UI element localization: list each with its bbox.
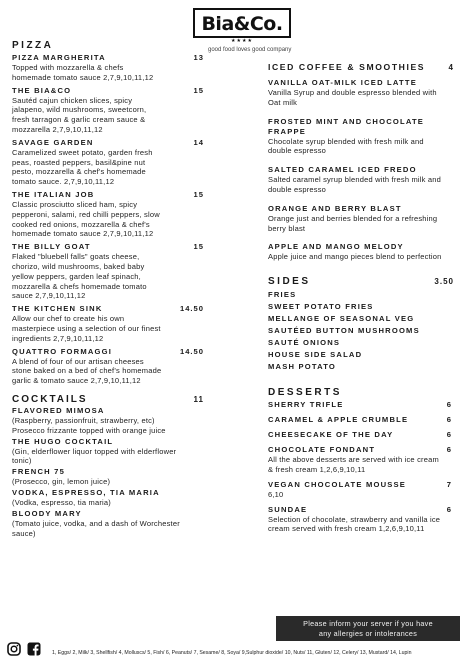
pizza-item-row: [12, 86, 204, 96]
dessert-item: [268, 445, 458, 475]
dessert-item: [268, 430, 458, 440]
pizza-item-row: [12, 242, 204, 252]
sides-heading: [268, 276, 454, 287]
dessert-item-row: [268, 445, 452, 455]
pizza-item-price: 15: [193, 242, 204, 252]
iced-title: ICED COFFEE & SMOOTHIES: [268, 62, 426, 72]
dessert-item-price: 6: [446, 400, 452, 410]
pizza-item-name: SAVAGE GARDEN: [12, 137, 94, 147]
dessert-item-price: 6: [446, 445, 452, 455]
dessert-item-price: 6: [446, 415, 452, 425]
cocktail-item-name: VODKA, ESPRESSO, TIA MARIA: [12, 487, 160, 497]
side-item: SAUTÉED BUTTON MUSHROOMS: [268, 326, 420, 336]
iced-item-name: APPLE AND MANGO MELODY: [268, 242, 404, 252]
pizza-item: [12, 53, 210, 83]
cocktail-item-description: (Tomato juice, vodka, and a dash of Worchester sauce): [12, 518, 180, 538]
pizza-item-description: Classic prosciutto sliced ham, spicy pepperoni, salami, red chilli peppers, slow cooked red onions, mozzarella & chef's homemade tomato sauce 2,7,9,10,11,12: [12, 199, 160, 239]
logo-text: Bia&Co.: [193, 8, 290, 38]
pizza-item-name: PIZZA MARGHERITA: [12, 53, 106, 62]
iced-item-description: Chocolate syrup blended with fresh milk and double espresso: [268, 136, 424, 156]
allergen-key: 1, Eggs/ 2, Milk/ 3, Shellfish/ 4, Molluscs/ 5, Fish/ 6, Peanuts/ 7, Sesame/ 8, Soya/ 9,Sulphur dioxide/ 10, Nuts/ 11, Gluten/ 12, Celery/ 13, Mustard/ 14, Lupin: [52, 650, 412, 656]
iced-item: [268, 117, 458, 157]
pizza-heading: [12, 40, 210, 51]
cocktail-item-description: (Raspberry, passionfruit, strawberry, etc) Prosecco frizzante topped with orange juice: [12, 415, 166, 435]
dessert-item-name: CHOCOLATE FONDANT: [268, 445, 376, 455]
pizza-item-price: 14.50: [179, 346, 204, 356]
iced-item-name: ORANGE AND BERRY BLAST: [268, 203, 402, 213]
pizza-item: [12, 242, 210, 301]
pizza-item-name: THE KITCHEN SINK: [12, 304, 103, 314]
pizza-item-row: [12, 347, 204, 357]
dessert-item-row: [268, 505, 452, 515]
pizza-item-description: Topped with mozzarella & chefs homemade tomato sauce 2,7,9,10,11,12: [12, 63, 154, 82]
dessert-item-description: All the above desserts are served with ice cream & fresh cream 1,2,6,9,10,11: [268, 455, 439, 474]
instagram-icon[interactable]: [7, 642, 21, 656]
cocktail-item-description: (Prosecco, gin, lemon juice): [12, 477, 111, 487]
side-item: MELLANGE OF SEASONAL VEG: [268, 314, 415, 324]
iced-item: [268, 78, 458, 108]
dessert-item-price: 6: [446, 504, 452, 514]
dessert-item-name: CHEESECAKE OF THE DAY: [268, 430, 394, 440]
dessert-item-row: [268, 430, 452, 440]
dessert-item-name: SUNDAE: [268, 504, 308, 514]
dessert-item-name: CARAMEL & APPLE CRUMBLE: [268, 415, 409, 425]
cocktails-price: 11: [193, 394, 204, 404]
pizza-item-price: 14.50: [179, 304, 204, 314]
iced-item-description: Apple juice and mango pieces blend to perfection: [268, 252, 442, 262]
cocktail-item-name: FLAVORED MIMOSA: [12, 405, 105, 415]
pizza-item-price: 13: [193, 53, 204, 62]
social-links: [7, 642, 41, 656]
dessert-item-row: [268, 480, 452, 490]
right-column: [268, 62, 458, 534]
iced-heading: [268, 62, 454, 72]
side-item: FRIES: [268, 290, 297, 300]
side-item: MASH POTATO: [268, 362, 337, 372]
iced-item: [268, 242, 458, 262]
pizza-item-price: 14: [193, 137, 204, 147]
dessert-item: [268, 480, 458, 500]
pizza-item-description: A blend of four of our artisan cheeses stone baked on a bed of chef's homemade garlic & tomato sauce 2,7,9,10,11,12: [12, 356, 162, 386]
dessert-item-description: Selection of chocolate, strawberry and vanilla ice cream served with fresh cream 1,2,6,9,10,11: [268, 514, 441, 534]
iced-item-name: FROSTED MINT AND CHOCOLATE FRAPPE: [268, 116, 425, 136]
pizza-item: [12, 190, 210, 239]
cocktails-title: COCKTAILS: [12, 393, 88, 405]
pizza-title: PIZZA: [12, 40, 54, 51]
pizza-item-name: THE BILLY GOAT: [12, 242, 91, 252]
pizza-item-name: QUATTRO FORMAGGI: [12, 346, 113, 356]
cocktail-item: [12, 467, 210, 487]
cocktail-item-name: BLOODY MARY: [12, 508, 82, 518]
cocktail-item: [12, 509, 210, 539]
allergy-notice: [276, 616, 460, 641]
pizza-item-description: Allow our chef to create his own masterpiece using a selection of our finest ingredients 2,7,9,10,11,12: [12, 314, 161, 343]
dessert-item-name: VEGAN CHOCOLATE MOUSSE: [268, 479, 407, 489]
side-item: SAUTÉ ONIONS: [268, 338, 341, 348]
side-item: HOUSE SIDE SALAD: [268, 350, 363, 360]
pizza-item-description: Sautéd cajun chicken slices, spicy jalapeno, wild mushrooms, sweetcorn, fresh tarragon & garlic cream sauce & mozzarella 2,7,9,10,11,12: [12, 95, 147, 134]
cocktail-item: [12, 406, 210, 436]
desserts-title: DESSERTS: [268, 387, 342, 399]
pizza-item-name: THE ITALIAN JOB: [12, 189, 95, 199]
dessert-item-name: SHERRY TRIFLE: [268, 400, 344, 410]
pizza-item-name: THE BIA&CO: [12, 85, 72, 95]
pizza-item: [12, 86, 210, 135]
iced-item: [268, 204, 458, 234]
cocktail-item: [12, 437, 210, 467]
pizza-item-price: 15: [193, 189, 204, 199]
left-column: [12, 40, 210, 538]
dessert-item: [268, 505, 458, 535]
notice-line-1: Please inform your server if you have: [303, 619, 433, 628]
dessert-item-price: 7: [446, 479, 452, 489]
cocktail-item: [12, 488, 210, 508]
cocktails-heading: [12, 394, 204, 405]
sides-title: SIDES: [268, 276, 311, 288]
desserts-heading: [268, 387, 458, 398]
pizza-item-row: [12, 304, 204, 314]
pizza-item: [12, 347, 210, 386]
pizza-item-price: 15: [193, 85, 204, 95]
tagline: good food loves good company: [208, 47, 292, 53]
pizza-item-description: Flaked "bluebell falls" goats cheese, chorizo, wild mushrooms, baked baby yellow peppers, garden leaf spinach, mozzarella & chefs homemade tomato sauce 2,7,9,10,11,12: [12, 252, 147, 301]
dessert-item-row: [268, 415, 452, 425]
iced-item-description: Orange just and berries blended for a refreshing berry blast: [268, 213, 438, 233]
pizza-item-description: Caramelized sweet potato, garden fresh peas, roasted peppers, basil&pine nut pesto, mozzarella & chef's homemade tomato sauce. 2,7,9,10,11,12: [12, 147, 153, 187]
dessert-item-price: 6: [446, 430, 452, 440]
cocktail-item-name: FRENCH 75: [12, 467, 65, 477]
cocktail-item-name: THE HUGO COCKTAIL: [12, 436, 114, 446]
dessert-item-description: 6,10: [268, 489, 284, 499]
side-item: SWEET POTATO FRIES: [268, 302, 374, 312]
dessert-item: [268, 415, 458, 425]
pizza-item: [12, 138, 210, 187]
pizza-item-row: [12, 190, 204, 200]
brand-logo: [203, 8, 281, 46]
pizza-item-row: [12, 138, 204, 148]
iced-item-name: SALTED CARAMEL ICED FREDO: [268, 165, 417, 175]
pizza-item: [12, 304, 210, 343]
iced-price: 4: [448, 63, 454, 72]
iced-item: [268, 165, 458, 195]
facebook-icon[interactable]: [27, 642, 41, 656]
notice-line-2: any allergies or intolerances: [318, 629, 418, 638]
logo-stars: ★★★★: [231, 38, 253, 44]
cocktail-item-description: (Vodka, espresso, tia maria): [12, 497, 111, 507]
iced-item-name: VANILLA OAT-MILK ICED LATTE: [268, 78, 417, 87]
sides-price: 3.50: [434, 277, 454, 287]
iced-item-description: Salted caramel syrup blended with fresh milk and double espresso: [268, 175, 442, 194]
iced-item-description: Vanilla Syrup and double espresso blended with Oat milk: [268, 88, 437, 107]
pizza-item-row: [12, 53, 204, 63]
cocktail-item-description: (Gin, elderflower liquor topped with elderflower tonic): [12, 446, 177, 466]
dessert-item-row: [268, 400, 452, 410]
dessert-item: [268, 400, 458, 410]
